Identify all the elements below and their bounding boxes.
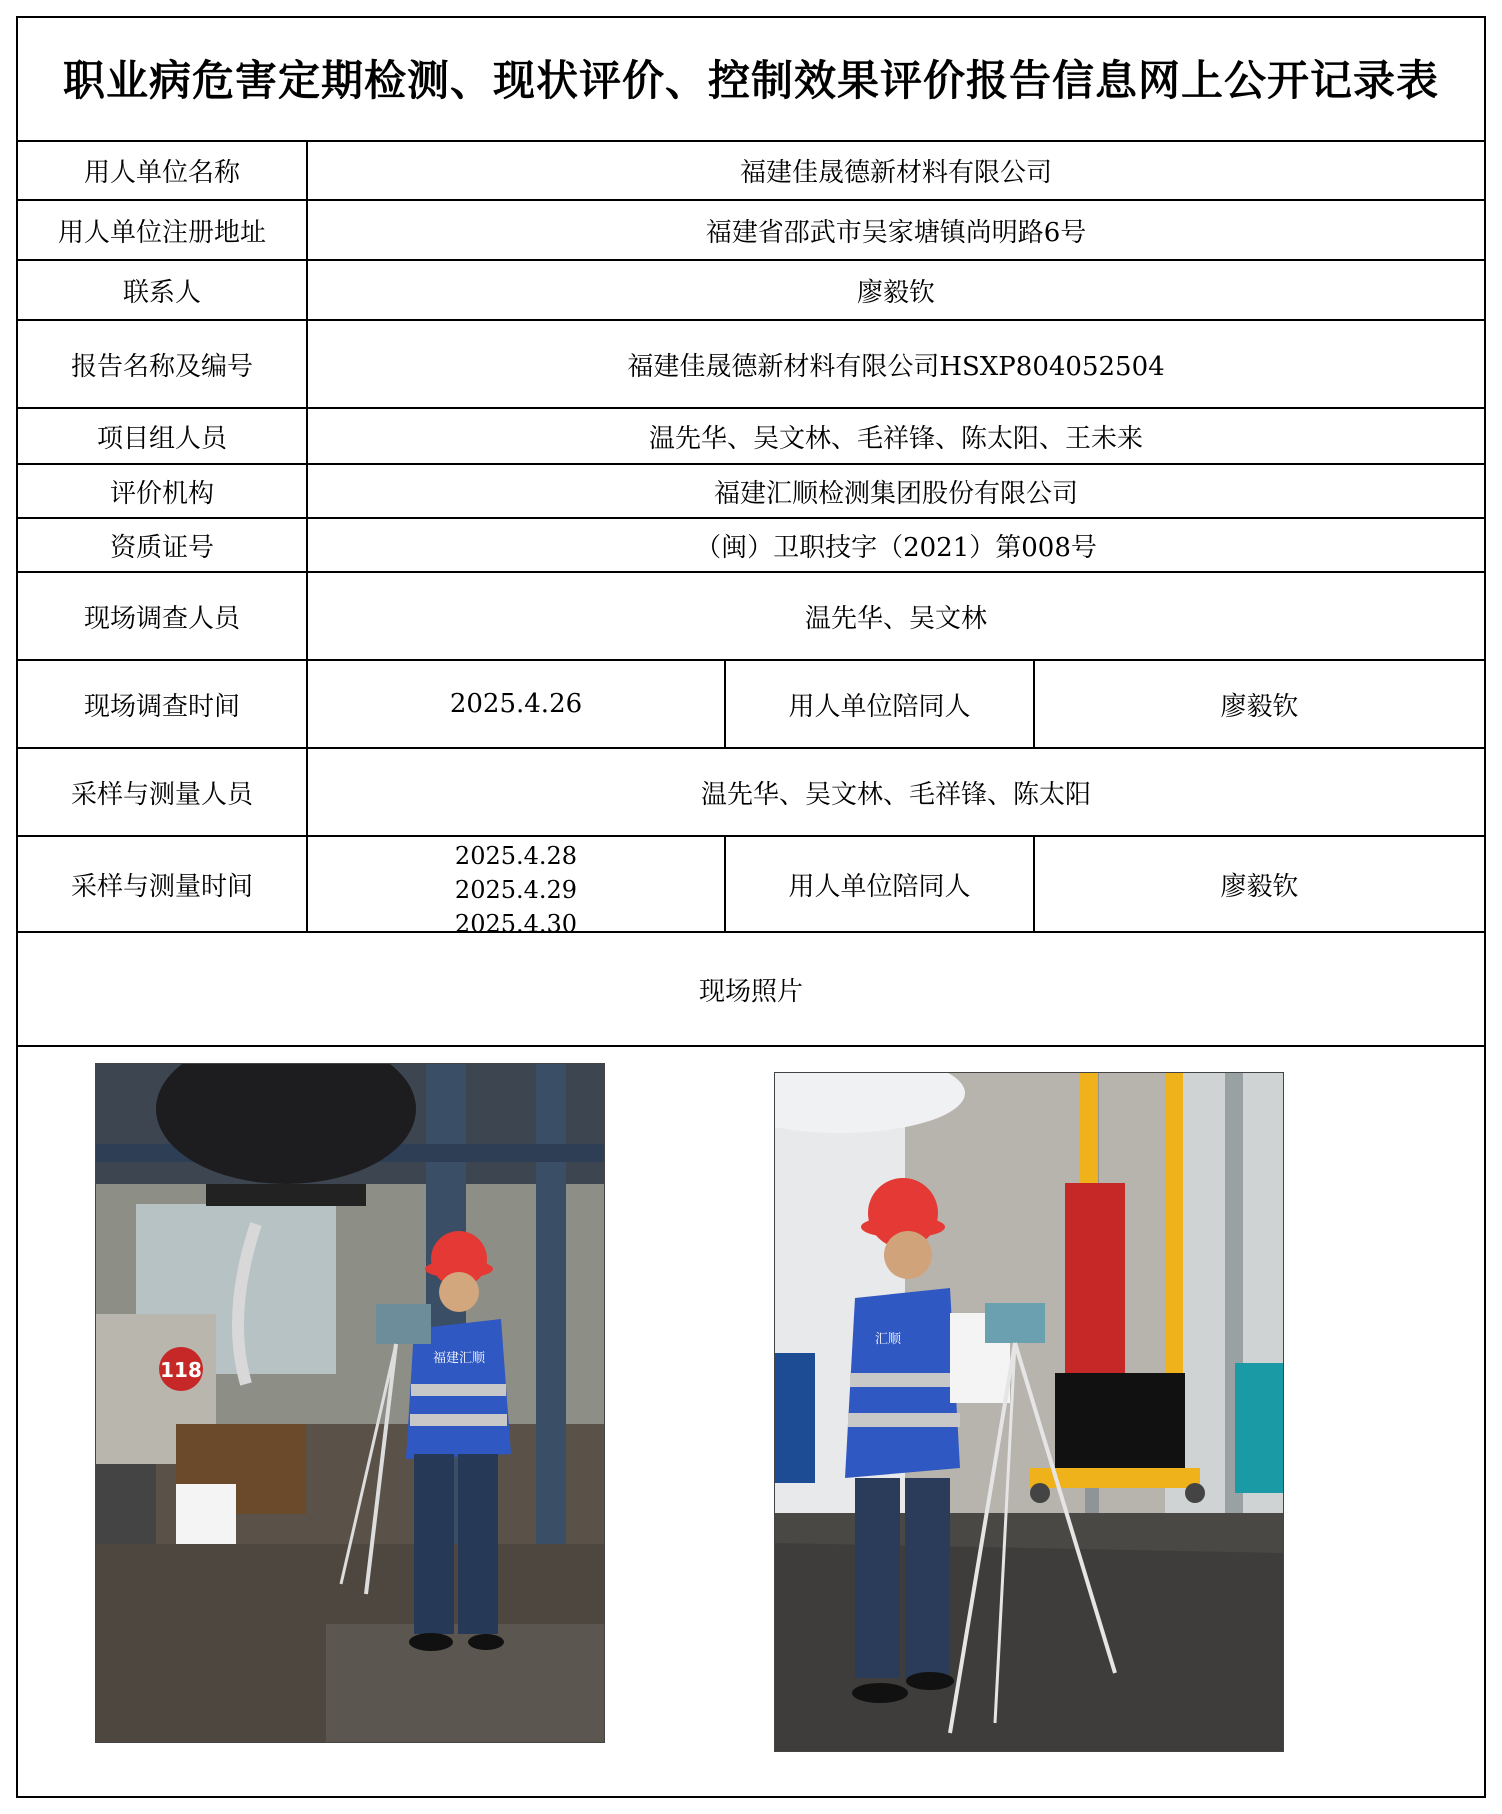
rule (16, 1045, 1486, 1047)
project-team-value: 温先华、吴文林、毛祥锋、陈太阳、王未来 (648, 423, 1143, 454)
vest-logo-text: 汇顺 (875, 1332, 902, 1347)
survey-time-label: 现场调查时间 (83, 691, 240, 722)
document-title: 职业病危害定期检测、现状评价、控制效果评价报告信息网上公开记录表 (62, 56, 1439, 105)
employer-address-value: 福建省邵武市吴家塘镇尚明路6号 (705, 217, 1087, 248)
survey-companion-value: 廖毅钦 (1220, 691, 1299, 722)
contact-value: 廖毅钦 (856, 277, 935, 308)
sampling-companion-label: 用人单位陪同人 (788, 871, 971, 902)
survey-time-value: 2025.4.26 (449, 689, 583, 719)
project-team-label: 项目组人员 (96, 423, 227, 454)
agency-label: 评价机构 (109, 478, 214, 509)
tank-number-badge: 118 (160, 1358, 202, 1382)
sampling-companion-value: 廖毅钦 (1220, 871, 1299, 902)
qualification-label: 资质证号 (109, 532, 214, 563)
sampling-time-label: 采样与测量时间 (70, 871, 253, 902)
qualification-value: （闽）卫职技字（2021）第008号 (695, 532, 1097, 563)
employer-address-label: 用人单位注册地址 (57, 217, 266, 248)
sampling-staff-value: 温先华、吴文林、毛祥锋、陈太阳 (700, 779, 1091, 810)
contact-label: 联系人 (122, 277, 201, 308)
report-value: 福建佳晟德新材料有限公司HSXP804052504 (627, 351, 1165, 382)
survey-companion-label: 用人单位陪同人 (788, 691, 971, 722)
sampling-date: 2025.4.28 (454, 842, 578, 870)
sampling-dates (308, 837, 724, 931)
vest-logo-text: 福建汇顺 (432, 1351, 486, 1366)
site-photo-1 (95, 1063, 605, 1743)
sampling-staff-label: 采样与测量人员 (70, 779, 253, 810)
survey-staff-value: 温先华、吴文林 (804, 603, 987, 634)
sampling-date: 2025.4.29 (454, 876, 578, 904)
agency-value: 福建汇顺检测集团股份有限公司 (713, 478, 1078, 509)
survey-staff-label: 现场调查人员 (83, 603, 240, 634)
sampling-date: 2025.4.30 (454, 910, 578, 931)
employer-name-label: 用人单位名称 (83, 158, 240, 188)
site-photos-label: 现场照片 (698, 976, 803, 1007)
site-photo-2 (774, 1072, 1284, 1752)
report-label: 报告名称及编号 (70, 351, 253, 382)
employer-name-value: 福建佳晟德新材料有限公司 (739, 158, 1052, 188)
